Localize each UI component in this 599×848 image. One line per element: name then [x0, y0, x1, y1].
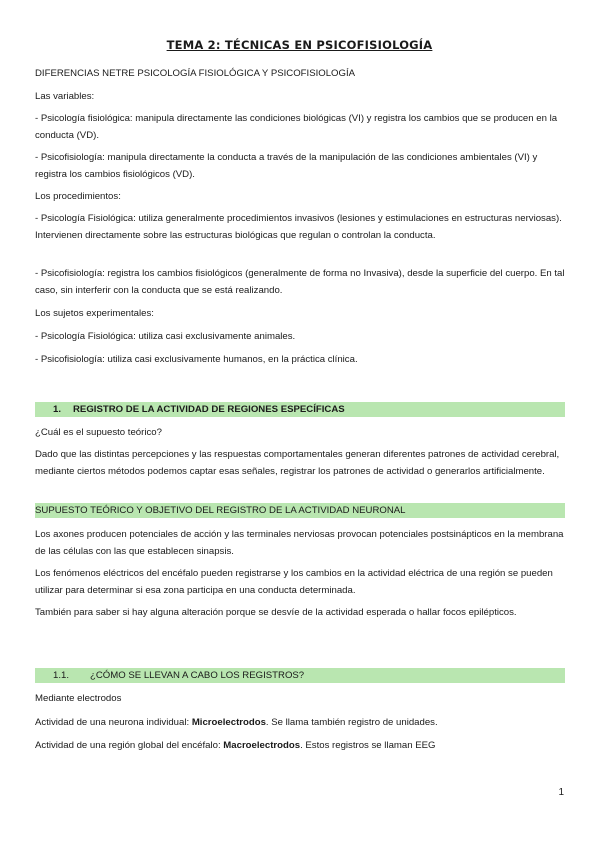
procedures-label: Los procedimientos: — [35, 191, 121, 202]
microelectrodes-term: Microelectrodos — [191, 717, 266, 728]
subjects-item-1: - Psicología Fisiológica: utiliza casi exclusivamente animales. — [35, 331, 296, 342]
page-title: TEMA 2: TÉCNICAS EN PSICOFISIOLOGÍA — [166, 38, 433, 52]
section-1-title: REGISTRO DE LA ACTIVIDAD DE REGIONES ESPECÍFICAS — [73, 404, 345, 415]
microelectrodes-prefix: Actividad de una neurona individual: — [35, 717, 192, 728]
variables-label: Las variables: — [35, 91, 95, 102]
theory-question: ¿Cuál es el supuesto teórico? — [35, 427, 162, 438]
section-1-paragraph-1: Los axones producen potenciales de acción y las terminales nerviosas provocan potenciales postsinápticos en la membrana de las células con las que establecen sinapsis. — [35, 529, 564, 557]
section-1-paragraph-3: También para saber si hay alguna alteración porque se desvíe de la actividad esperada o hallar focos epilépticos. — [35, 607, 517, 618]
macroelectrodes-term: Macroelectrodos — [223, 740, 301, 751]
section-1-1-title: ¿CÓMO SE LLEVAN A CABO LOS REGISTROS? — [90, 670, 305, 681]
neural-recording-subheading: SUPUESTO TEÓRICO Y OBJETIVO DEL REGISTRO DE LA ACTIVIDAD NEURONAL — [35, 503, 565, 518]
section-1-1-number: 1.1. — [53, 670, 70, 681]
macroelectrodes-suffix: . Estos registros se llaman EEG — [300, 740, 436, 751]
macroelectrodes-line — [35, 738, 565, 755]
page-number: 1 — [558, 787, 564, 798]
macroelectrodes-prefix: Actividad de una región global del encéfalo: — [35, 740, 224, 751]
section-1-number: 1. — [53, 404, 62, 415]
section-1-1-heading — [35, 668, 565, 683]
microelectrodes-line — [35, 715, 565, 732]
variables-item-1: - Psicología fisiológica: manipula directamente las condiciones biológicas (VI) y registra los cambios que se producen en la conducta (VD). — [35, 113, 558, 141]
procedures-item-2: - Psicofisiología: registra los cambios fisiológicos (generalmente de forma no Invasiva), desde la superficie del cuerpo. En tal caso, sin interferir con la conducta que se está realizando. — [35, 268, 565, 296]
comparison-heading: DIFERENCIAS NETRE PSICOLOGÍA FISIOLÓGICA Y PSICOFISIOLOGÍA — [35, 68, 356, 79]
section-1-paragraph-2: Los fenómenos eléctricos del encéfalo pueden registrarse y los cambios en la actividad eléctrica de una región se pueden utilizar para determinar si esa zona participa en una conducta determinada. — [35, 568, 553, 596]
section-1-heading — [35, 402, 565, 417]
theory-answer: Dado que las distintas percepciones y las respuestas comportamentales generan diferentes patrones de actividad cerebral, mediante ciertos métodos podemos captar esas señales, registrar los patrones de actividad o generarlos artificialmente. — [35, 449, 560, 477]
variables-item-2: - Psicofisiología: manipula directamente la conducta a través de la manipulación de las condiciones ambientales (VI) y registra los cambios fisiológicos (VD). — [35, 152, 538, 180]
microelectrodes-suffix: . Se llama también registro de unidades. — [265, 717, 438, 728]
electrodes-line: Mediante electrodos — [35, 693, 122, 704]
procedures-item-1: - Psicología Fisiológica: utiliza generalmente procedimientos invasivos (lesiones y estimulaciones en estructuras nerviosas). Intervienen directamente sobre las estructuras biológicas que regulan o controlan la conducta. — [35, 213, 562, 241]
subjects-label: Los sujetos experimentales: — [35, 308, 154, 319]
subjects-item-2: - Psicofisiología: utiliza casi exclusivamente humanos, en la práctica clínica. — [35, 354, 358, 365]
